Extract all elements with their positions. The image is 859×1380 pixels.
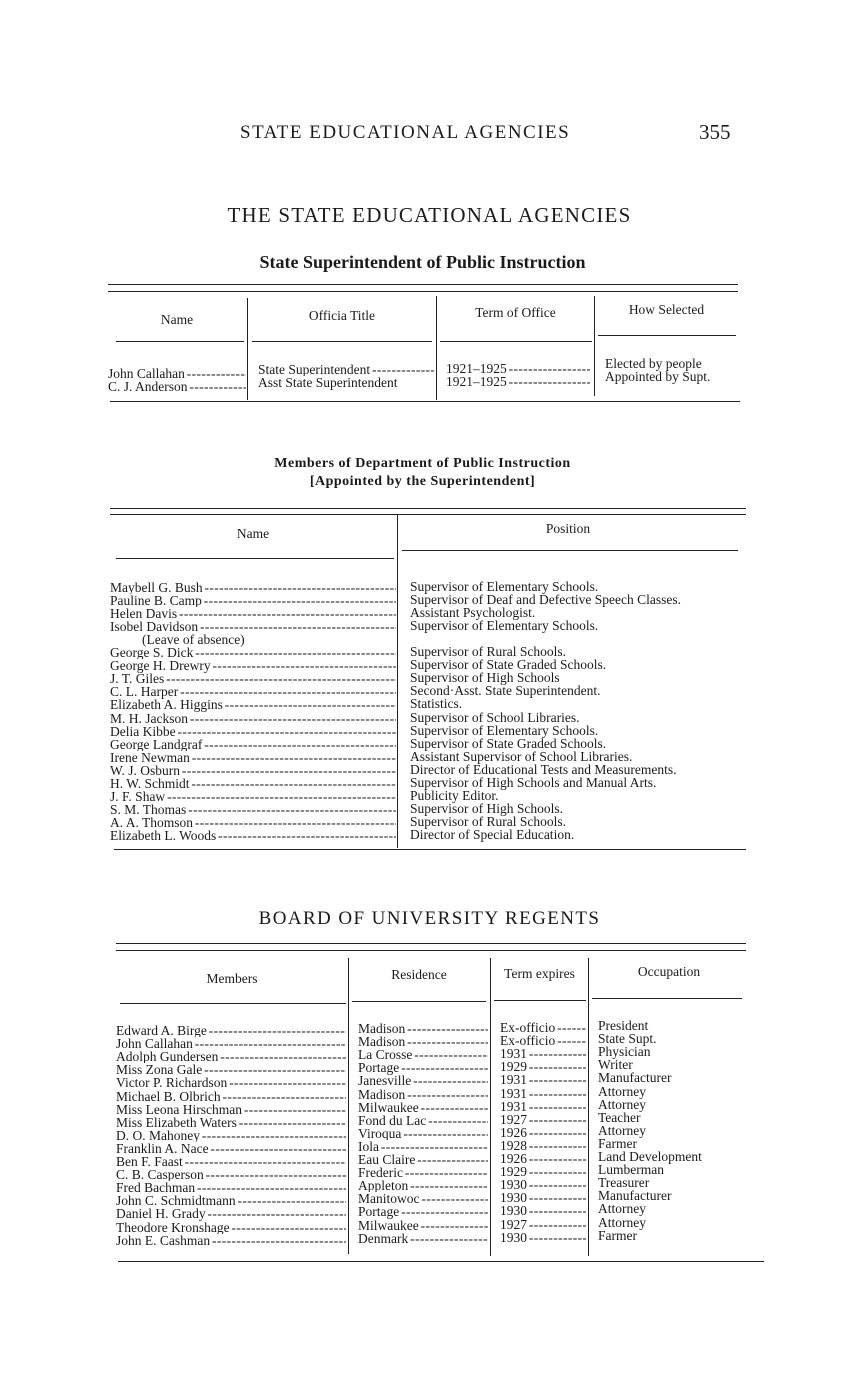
member-position: Supervisor of Elementary Schools. [410, 618, 599, 634]
regent-residence: Janesville - - - [358, 1074, 488, 1087]
running-head [0, 120, 859, 150]
header-rule [402, 550, 738, 551]
regent-term: 1931 - - - [500, 1047, 586, 1060]
regent-term: 1927 - - - [500, 1113, 586, 1126]
regent-residence: Milwaukee - - - [358, 1219, 488, 1232]
regent-name: John Callahan - - - [116, 1037, 346, 1050]
member-name: Irene Newman - - - [110, 751, 396, 764]
regent-occupation: Farmer [598, 1227, 637, 1243]
member-name: C. L. Harper - - - [110, 685, 396, 698]
department-section-heading [0, 455, 845, 491]
table-top-rule [116, 950, 746, 951]
regent-occupation: Writer [598, 1057, 633, 1073]
member-name: W. J. Osburn - - - [110, 764, 396, 777]
member-name: M. H. Jackson - - - [110, 712, 396, 725]
regent-name: Victor P. Richardson - - - [116, 1076, 346, 1089]
member-position: Supervisor of Elementary Schools. [410, 579, 599, 594]
member-name: J. T. Giles - - - [110, 672, 396, 685]
member-name: George Landgraf - - - [110, 738, 396, 751]
header-rule [494, 1000, 586, 1001]
superintendent-title: State Superintendent - - - [258, 363, 434, 376]
member-position: Supervisor of School Libraries. [410, 709, 580, 725]
regent-residence: La Crosse - - - [358, 1048, 488, 1061]
member-name: Helen Davis - - - [110, 607, 396, 620]
member-position: Supervisor of State Graded Schools. [410, 735, 607, 751]
regent-name: Ben F. Faast - - - [116, 1155, 346, 1168]
regent-residence: Eau Claire - - - [358, 1153, 488, 1166]
regent-name: Theodore Kronshage - - - [116, 1221, 346, 1234]
regent-residence: Denmark - - - [358, 1232, 488, 1245]
superintendent-selected: Appointed by Supt. [605, 369, 711, 384]
column-header-name: Name [160, 312, 194, 327]
superintendent-section-title: State Superintendent of Public Instruction [259, 252, 586, 272]
regent-residence: Viroqua - - - [358, 1127, 488, 1140]
header-rule [598, 335, 736, 336]
regent-term: 1931 - - - [500, 1087, 586, 1100]
regent-term: 1930 - - - [500, 1204, 586, 1217]
regent-residence: Madison - - - [358, 1088, 488, 1101]
regent-term: 1929 - - - [500, 1060, 586, 1073]
table-top-rule [108, 291, 738, 292]
member-name: Maybell G. Bush - - - [110, 581, 396, 594]
regent-occupation: Land Development [598, 1149, 702, 1164]
column-divider [588, 958, 589, 1256]
running-head-title: STATE EDUCATIONAL AGENCIES [240, 122, 571, 143]
member-position: Statistics. [410, 696, 463, 712]
regent-name: Miss Elizabeth Waters - - - [116, 1116, 346, 1129]
regent-term: 1926 - - - [500, 1152, 586, 1165]
column-header-position: Position [545, 521, 591, 536]
table-bottom-rule [118, 1261, 764, 1262]
table-bottom-rule [110, 401, 740, 402]
regent-occupation: Teacher [598, 1109, 641, 1125]
regent-term: Ex-officio - - - [500, 1034, 586, 1047]
regent-term: 1930 - - - [500, 1231, 586, 1244]
member-name: (Leave of absence) [142, 632, 245, 648]
regent-term: 1930 - - - [500, 1191, 586, 1204]
column-header-occupation: Occupation [637, 964, 701, 979]
member-name: H. W. Schmidt - - - [110, 777, 396, 790]
superintendent-name: C. J. Anderson - - - [108, 380, 246, 393]
member-name: George H. Drewry - - - [110, 659, 396, 672]
regent-occupation: Attorney [598, 1214, 646, 1230]
member-position: Publicity Editor. [410, 787, 499, 803]
member-position: Supervisor of Rural Schools. [410, 813, 566, 829]
regent-name: Fred Bachman - - - [116, 1181, 346, 1194]
column-header-name: Name [236, 526, 270, 541]
regent-name: Miss Leona Hirschman - - - [116, 1103, 346, 1116]
header-rule [120, 1003, 346, 1004]
regent-name: Edward A. Birge - - - [116, 1024, 346, 1037]
table-top-rule [110, 508, 746, 509]
member-position: Supervisor of High Schools [410, 670, 560, 686]
regent-residence: Appleton - - - [358, 1179, 488, 1192]
regent-occupation: Lumberman [598, 1162, 664, 1178]
regent-residence: Portage - - - [358, 1061, 488, 1074]
header-rule [592, 998, 742, 999]
table-bottom-rule [114, 849, 746, 850]
table-top-rule [108, 284, 738, 285]
header-rule [440, 341, 592, 342]
table-top-rule [116, 943, 746, 944]
member-name: George S. Dick - - - [110, 646, 396, 659]
regent-term: 1926 - - - [500, 1126, 586, 1139]
department-subtitle: [Appointed by the Superintendent] [309, 474, 536, 489]
member-position: Supervisor of State Graded Schools. [410, 657, 607, 673]
regent-term: 1927 - - - [500, 1218, 586, 1231]
regent-occupation: Manufacturer [598, 1188, 672, 1204]
member-position: Second·Asst. State Superintendent. [410, 683, 601, 699]
table-top-rule [110, 514, 746, 515]
page-title: THE STATE EDUCATIONAL AGENCIES [227, 203, 632, 227]
department-title: Members of Department of Public Instruction [274, 456, 571, 471]
member-position: Supervisor of High Schools. [410, 800, 563, 816]
regent-occupation: Physician [598, 1044, 651, 1060]
member-position: Supervisor of Rural Schools. [410, 644, 566, 660]
superintendent-term: 1921–1925 - - - [446, 375, 590, 388]
superintendent-name: John Callahan - - - [108, 367, 246, 380]
member-name: S. M. Thomas - - - [110, 803, 396, 816]
column-divider [397, 514, 398, 848]
regent-name: Daniel H. Grady - - - [116, 1207, 346, 1220]
regent-name: Miss Zona Gale - - - [116, 1063, 346, 1076]
regent-occupation: Attorney [598, 1122, 646, 1138]
regent-name: John C. Schmidtmann - - - [116, 1194, 346, 1207]
column-header-term: Term of Office [475, 305, 556, 320]
column-header-term: Term expires [504, 966, 575, 981]
member-position: Director of Educational Tests and Measurements. [410, 761, 677, 777]
regent-name: Michael B. Olbrich - - - [116, 1090, 346, 1103]
regent-occupation: Attorney [598, 1083, 646, 1099]
member-name: A. A. Thomson - - - [110, 816, 396, 829]
member-position: Supervisor of High Schools and Manual Arts. [410, 774, 657, 790]
regent-occupation: State Supt. [598, 1031, 657, 1047]
regent-term: 1929 - - - [500, 1165, 586, 1178]
member-position: Assistant Psychologist. [410, 605, 536, 621]
regent-residence: Madison - - - [358, 1022, 488, 1035]
regent-residence: Madison - - - [358, 1035, 488, 1048]
regent-name: John E. Cashman - - - [116, 1234, 346, 1247]
regent-occupation: Attorney [598, 1096, 646, 1112]
member-name: Isobel Davidson - - - [110, 620, 396, 633]
header-rule [252, 341, 432, 342]
superintendent-title: Asst State Superintendent [258, 375, 398, 390]
regent-term: 1931 - - - [500, 1073, 586, 1086]
column-divider [348, 958, 349, 1254]
regent-name: D. O. Mahoney - - - [116, 1129, 346, 1142]
member-position: Supervisor of Elementary Schools. [410, 722, 599, 738]
regent-term: 1928 - - - [500, 1139, 586, 1152]
header-rule [116, 558, 394, 559]
regent-occupation: President [598, 1018, 649, 1033]
regent-residence: Iola - - - [358, 1140, 488, 1153]
member-name: J. F. Shaw - - - [110, 790, 396, 803]
regent-residence: Manitowoc - - - [358, 1192, 488, 1205]
regent-name: Adolph Gundersen - - - [116, 1050, 346, 1063]
regent-residence: Fond du Lac - - - [358, 1114, 488, 1127]
regent-name: Franklin A. Nace - - - [116, 1142, 346, 1155]
column-header-title: Officia Title [308, 308, 376, 323]
column-header-members: Members [206, 971, 258, 986]
column-divider [490, 958, 491, 1256]
superintendent-selected: Elected by people [605, 356, 702, 371]
regent-occupation: Manufacturer [598, 1070, 672, 1086]
regents-section-title: BOARD OF UNIVERSITY REGENTS [258, 908, 601, 929]
regent-residence: Portage - - - [358, 1205, 488, 1218]
regent-term: 1930 - - - [500, 1178, 586, 1191]
member-name: Elizabeth A. Higgins - - - [110, 698, 396, 711]
regent-residence: Milwaukee - - - [358, 1101, 488, 1114]
regent-residence: Frederic - - - [358, 1166, 488, 1179]
member-name: Pauline B. Camp - - - [110, 594, 396, 607]
regent-name: C. B. Casperson - - - [116, 1168, 346, 1181]
regent-occupation: Attorney [598, 1201, 646, 1217]
member-position: Director of Special Education. [410, 826, 575, 842]
member-name: Elizabeth L. Woods - - - [110, 829, 396, 842]
superintendent-term: 1921–1925 - - - [446, 362, 590, 375]
member-name: Delia Kibbe - - - [110, 725, 396, 738]
member-position: Supervisor of Deaf and Defective Speech Classes. [410, 592, 682, 608]
member-position: Assistant Supervisor of School Libraries. [410, 748, 633, 764]
regent-occupation: Farmer [598, 1135, 637, 1151]
column-header-selected: How Selected [628, 302, 705, 317]
regent-term: Ex-officio - - - [500, 1021, 586, 1034]
column-header-residence: Residence [391, 967, 447, 982]
regent-occupation: Treasurer [598, 1175, 650, 1191]
header-rule [352, 1001, 486, 1002]
page-number: 355 [699, 120, 731, 144]
regent-term: 1931 - - - [500, 1100, 586, 1113]
header-rule [116, 341, 244, 342]
